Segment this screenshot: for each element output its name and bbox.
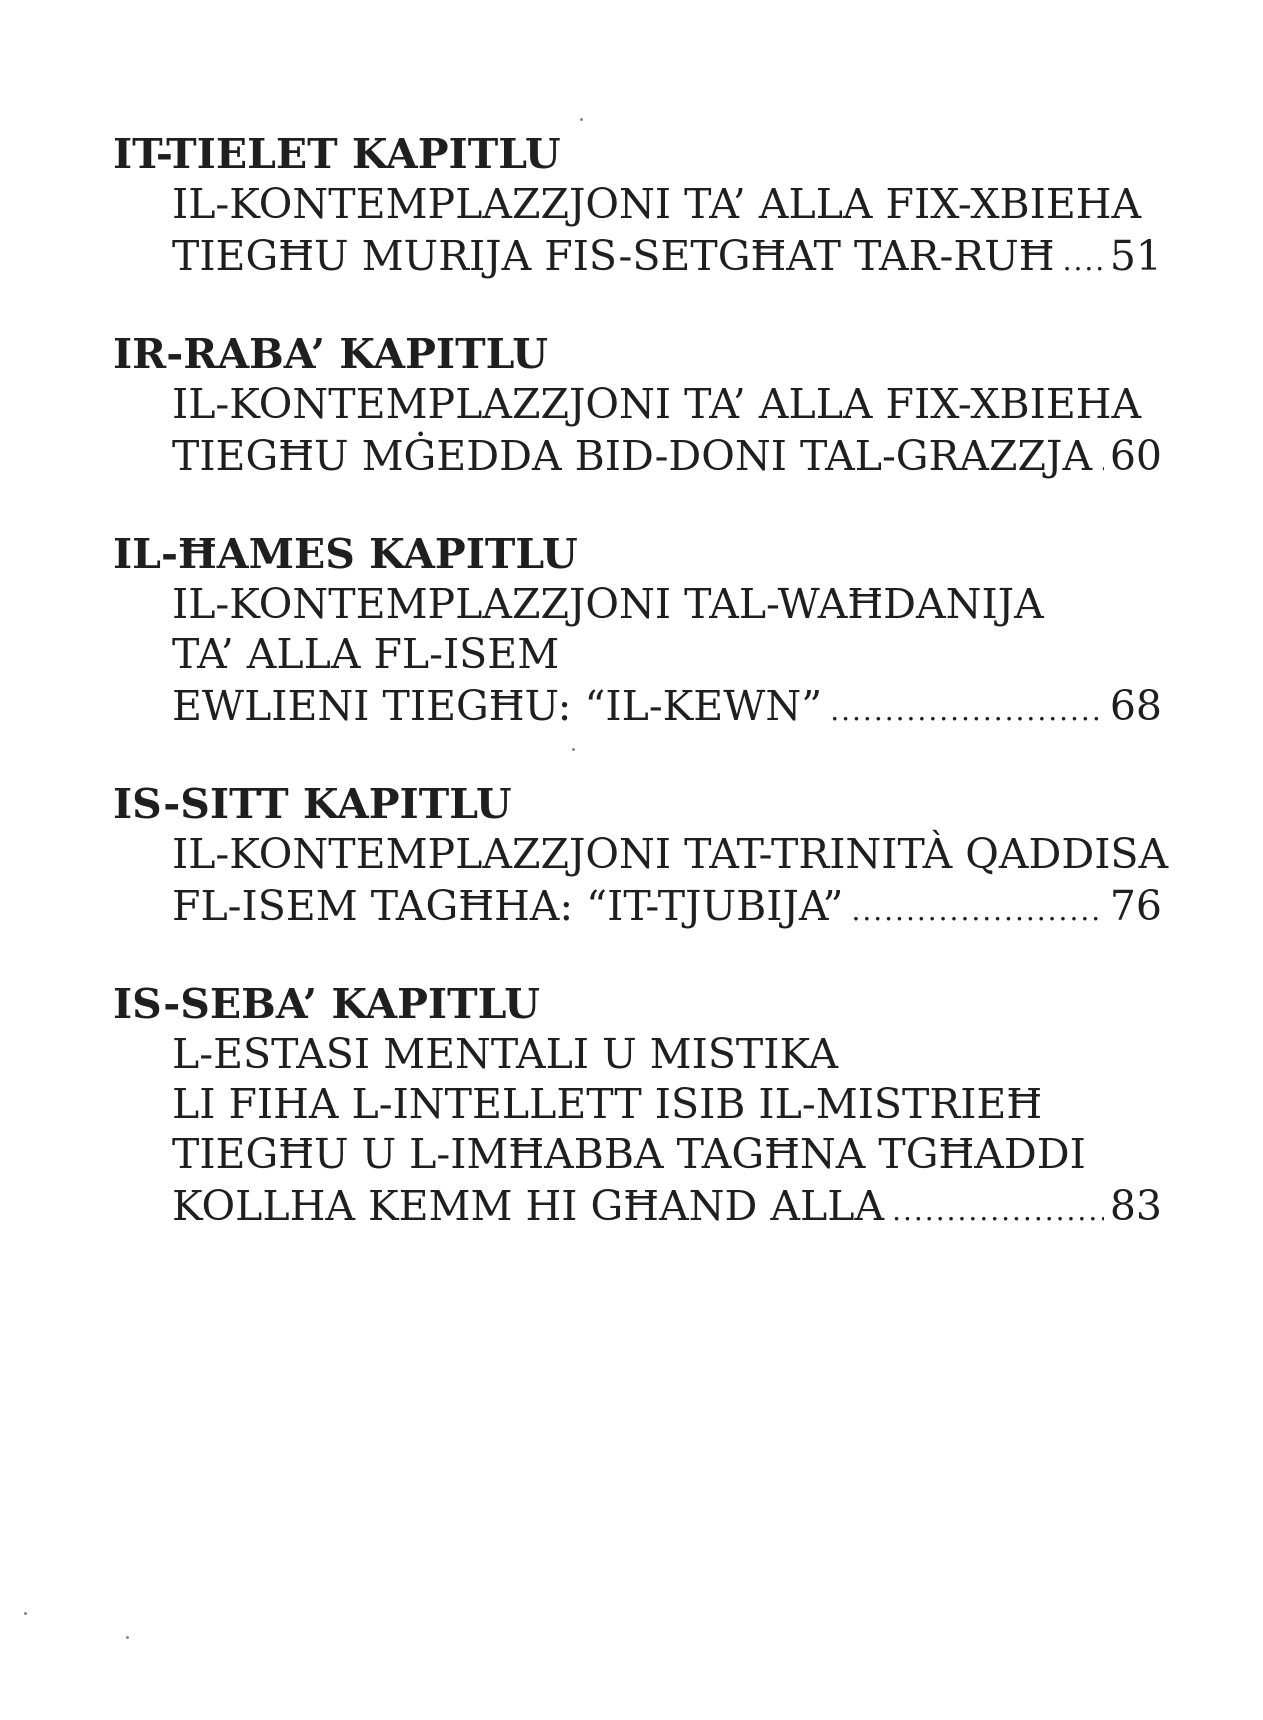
entry-title-line [172, 882, 1162, 930]
scan-speck [24, 1612, 27, 1615]
dot-leader [1063, 247, 1104, 275]
entry-title-line [172, 682, 1162, 730]
entry-title-text: IL-KONTEMPLAZZJONI TA’ ALLA FIX-XBIEHA [172, 380, 1142, 428]
page-number: 51 [1109, 232, 1162, 280]
entry-title-text: L-ESTASI MENTALI U MISTIKA [172, 1030, 839, 1078]
entry-title-text: IL-KONTEMPLAZZJONI TAT-TRINITÀ QADDISA [172, 830, 1169, 878]
chapter-heading: IS-SEBA’ KAPITLU [113, 980, 540, 1028]
chapter-heading: IS-SITT KAPITLU [113, 780, 512, 828]
dot-leader [851, 897, 1103, 925]
page-number: 76 [1109, 882, 1162, 930]
entry-title-line [172, 432, 1162, 480]
dot-leader [830, 697, 1104, 725]
chapter-heading: IR-RABA’ KAPITLU [113, 330, 548, 378]
entry-title-text: EWLIENI TIEGĦU: “IL-KEWN” [172, 682, 823, 730]
page-number: 68 [1109, 682, 1162, 730]
scan-speck [126, 1636, 129, 1639]
entry-title-text: IL-KONTEMPLAZZJONI TA’ ALLA FIX-XBIEHA [172, 180, 1142, 228]
chapter-heading: IT-TIELET KAPITLU [113, 130, 561, 178]
entry-title-text: TIEGĦU MĠEDDA BID-DONI TAL-GRAZZJA [172, 432, 1093, 480]
scan-speck [572, 748, 575, 751]
chapter-heading: IL-ĦAMES KAPITLU [113, 530, 578, 578]
entry-title-text: LI FIHA L-INTELLETT ISIB IL-MISTRIEĦ [172, 1080, 1043, 1128]
entry-title-line [172, 1182, 1162, 1230]
page-number: 60 [1109, 432, 1162, 480]
entry-title-line [172, 1030, 1162, 1078]
entry-title-line [172, 1130, 1162, 1178]
entry-title-line [172, 1080, 1162, 1128]
entry-title-text: TA’ ALLA FL-ISEM [172, 630, 560, 678]
entry-title-line [172, 232, 1162, 280]
scan-speck [580, 118, 583, 121]
dot-leader [1100, 447, 1104, 475]
entry-title-line [172, 830, 1169, 878]
entry-title-line [172, 580, 1162, 628]
entry-title-text: IL-KONTEMPLAZZJONI TAL-WAĦDANIJA [172, 580, 1044, 628]
entry-title-text: TIEGĦU MURIJA FIS-SETGĦAT TAR-RUĦ [172, 232, 1055, 280]
entry-title-line [172, 380, 1162, 428]
entry-title-text: KOLLHA KEMM HI GĦAND ALLA [172, 1182, 885, 1230]
entry-title-text: TIEGĦU U L-IMĦABBA TAGĦNA TGĦADDI [172, 1130, 1086, 1178]
entry-title-line [172, 630, 1162, 678]
page-number: 83 [1109, 1182, 1162, 1230]
entry-title-text: FL-ISEM TAGĦHA: “IT-TJUBIJA” [172, 882, 844, 930]
entry-title-line [172, 180, 1162, 228]
dot-leader [892, 1197, 1104, 1225]
